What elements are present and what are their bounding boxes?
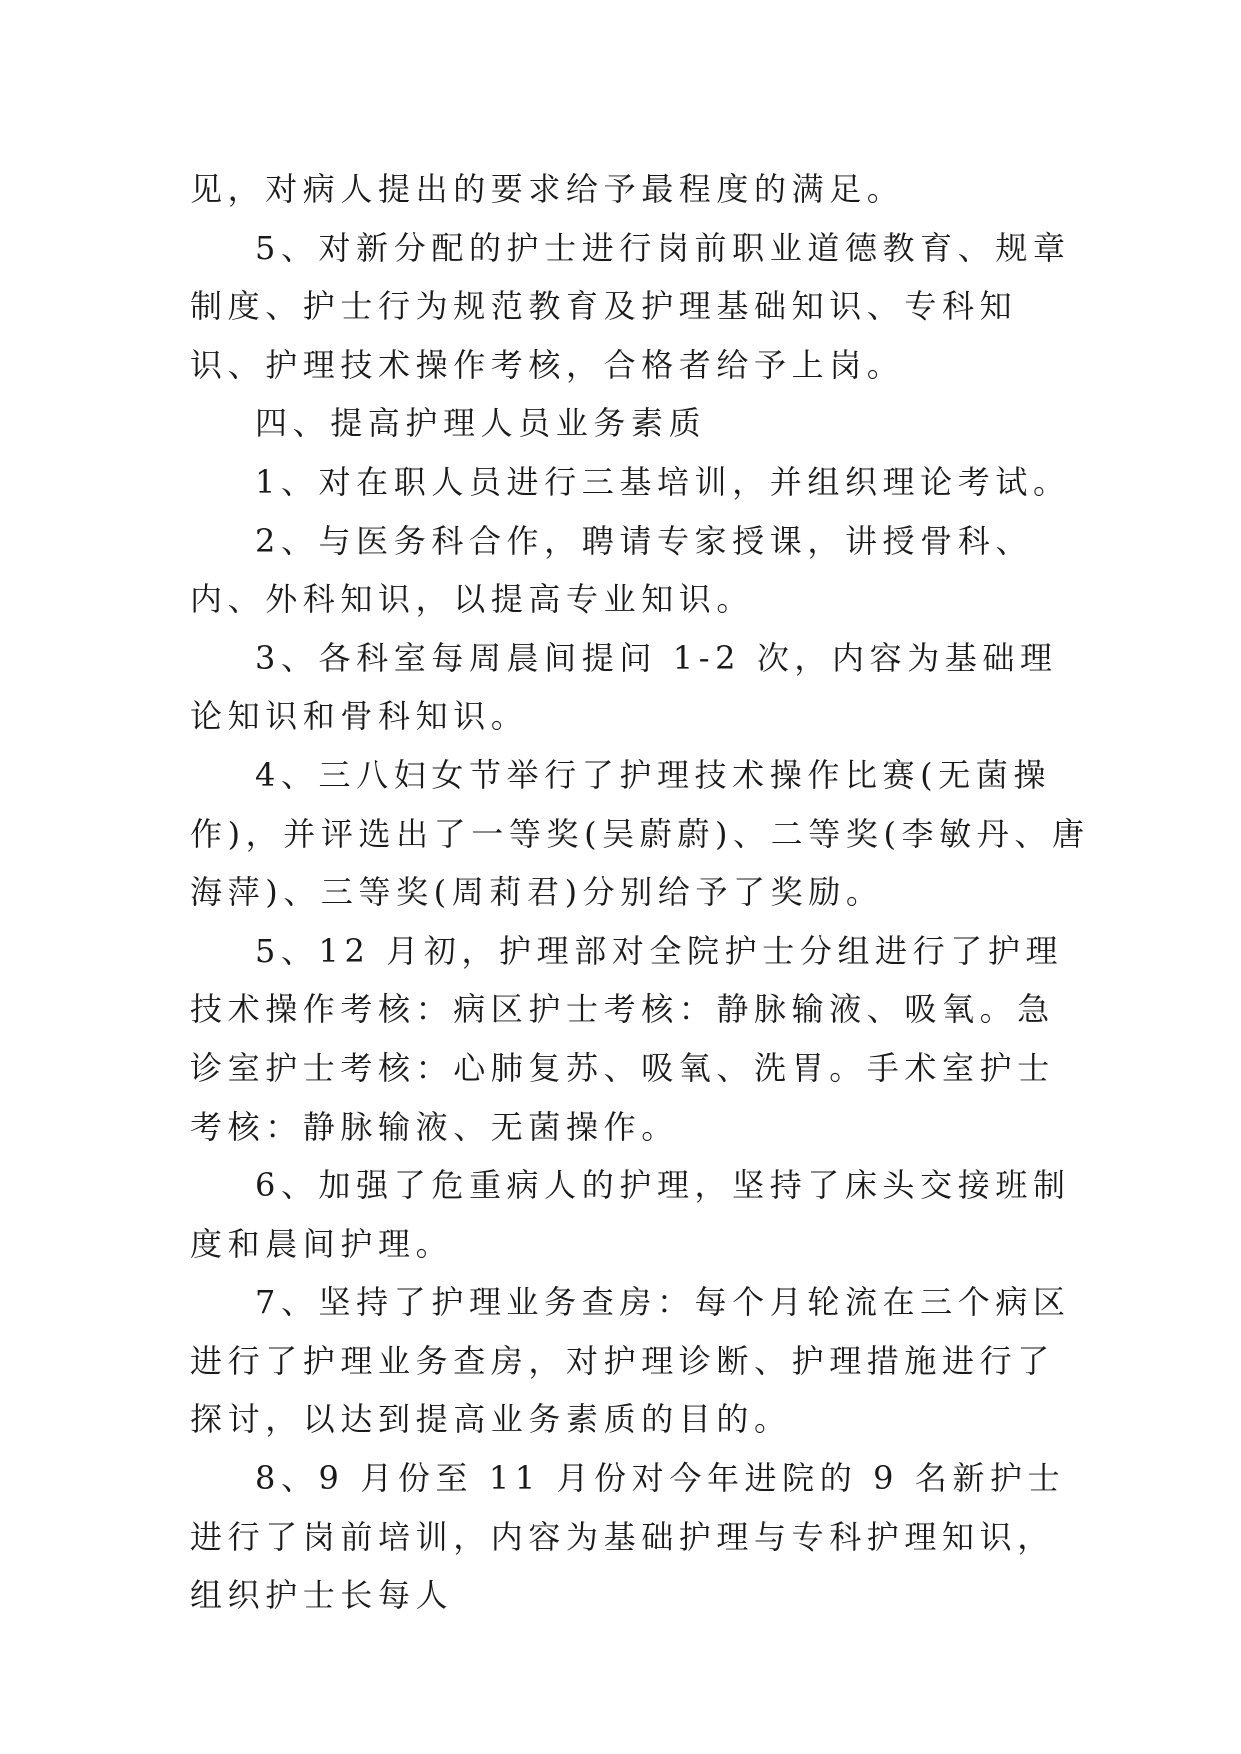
paragraph: 1、对在职人员进行三基培训，并组织理论考试。 [255,462,1071,501]
paragraph: 见，对病人提出的要求给予最程度的满足。 [190,170,905,208]
paragraph: 4、三八妇女节举行了护理技术操作比赛(无菌操作)，并评选出了一等奖(吴蔚蔚)、二等奖(李敏丹、唐海萍)、三等奖(周莉君)分别给予了奖励。 [190,755,1090,912]
paragraph: 6、加强了危重病人的护理，坚持了床头交接班制度和晨间护理。 [190,1166,1071,1263]
paragraph: 7、坚持了护理业务查房：每个月轮流在三个病区进行了护理业务查房，对护理诊断、护理措施进行了探讨，以达到提高业务素质的目的。 [190,1283,1071,1439]
paragraph: 5、12 月初，护理部对全院护士分组进行了护理技术操作考核：病区护士考核：静脉输液、吸氧。急诊室护士考核：心肺复苏、吸氧、洗胃。手术室护士考核：静脉输液、无菌操作。 [190,931,1064,1146]
document-body [190,160,1090,1625]
paragraph: 3、各科室每周晨间提问 1-2 次，内容为基础理论知识和骨科知识。 [190,638,1058,736]
section-heading: 四、提高护理人员业务素质 [255,404,707,443]
paragraph: 8、9 月份至 11 月份对今年进院的 9 名新护士进行了岗前培训，内容为基础护理与专科护理知识，组织护士长每人 [190,1459,1066,1615]
paragraph: 5、对新分配的护士进行岗前职业道德教育、规章制度、护士行为规范教育及护理基础知识、专科知识、护理技术操作考核，合格者给予上岗。 [190,228,1071,384]
paragraph: 2、与医务科合作，聘请专家授课，讲授骨科、内、外科知识，以提高专业知识。 [190,521,1033,619]
